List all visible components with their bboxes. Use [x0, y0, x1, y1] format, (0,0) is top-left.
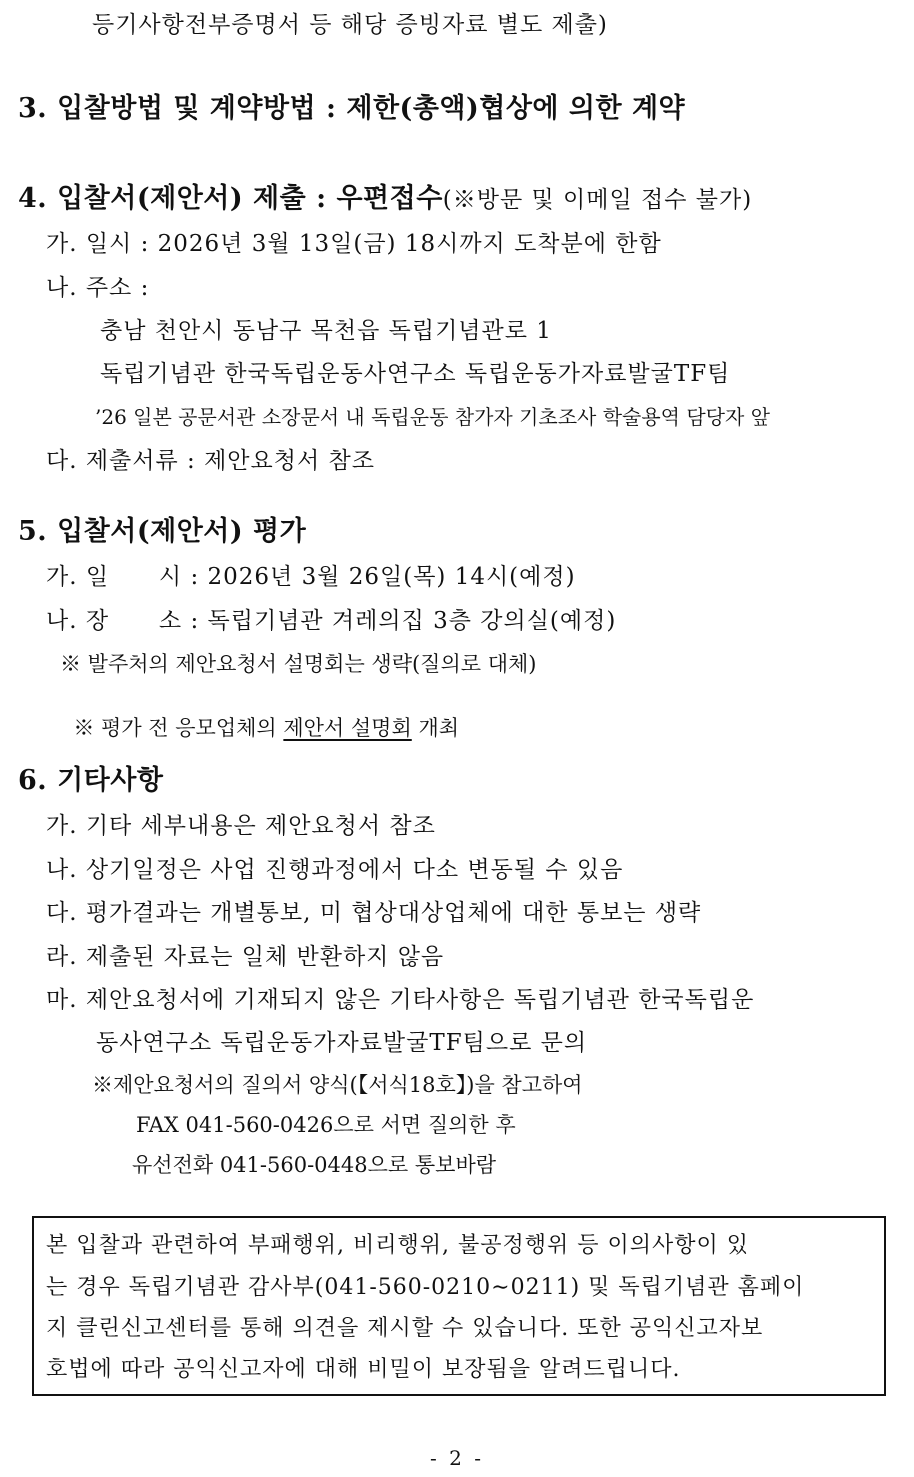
page-number: - 2 - [430, 1446, 484, 1470]
section-4-item-documents: 다. 제출서류 : 제안요청서 참조 [46, 448, 375, 474]
section-3-heading: 3. 입찰방법 및 계약방법 : 제한(총액)협상에 의한 계약 [18, 93, 686, 124]
notice-line-3: 지 클린신고센터를 통해 의견을 제시할 수 있습니다. 또한 공익신고자보 [46, 1316, 764, 1341]
section-4-heading-text: 4. 입찰서(제안서) 제출 : 우편접수 [18, 183, 443, 214]
address-line-3: ’26 일본 공문서관 소장문서 내 독립운동 참가자 기초조사 학술용역 담당자 앞 [95, 405, 770, 429]
section-5-item-place: 나. 장 소 : 독립기념관 겨레의집 3층 강의실(예정) [46, 608, 617, 634]
address-line-2: 독립기념관 한국독립운동사연구소 독립운동가자료발굴TF팀 [100, 361, 731, 387]
inquiry-note-line-3: 유선전화 041-560-0448으로 통보바람 [132, 1153, 497, 1177]
section-5-note-1: ※ 발주처의 제안요청서 설명회는 생략(질의로 대체) [60, 652, 537, 676]
section-5-heading: 5. 입찰서(제안서) 평가 [18, 516, 307, 547]
section-6-item-ga: 가. 기타 세부내용은 제안요청서 참조 [46, 813, 436, 839]
address-line-1: 충남 천안시 동남구 목천읍 독립기념관로 1 [100, 318, 552, 344]
inquiry-note-line-1: ※제안요청서의 질의서 양식(【서식18호】)을 참고하여 [92, 1073, 583, 1097]
inquiry-note-line-2: FAX 041-560-0426으로 서면 질의한 후 [136, 1113, 516, 1137]
note-2-prefix: ※ 평가 전 응모업체의 [73, 716, 284, 740]
section-4-item-address-label: 나. 주소 : [46, 275, 150, 301]
section-4-item-date: 가. 일시 : 2026년 3월 13일(금) 18시까지 도착분에 한함 [46, 231, 662, 257]
section-6-item-ra: 라. 제출된 자료는 일체 반환하지 않음 [46, 944, 445, 970]
section-4-heading [18, 185, 752, 212]
section-5-item-date: 가. 일 시 : 2026년 3월 26일(목) 14시(예정) [46, 564, 576, 590]
notice-line-4: 호법에 따라 공익신고자에 대해 비밀이 보장됨을 알려드립니다. [46, 1357, 681, 1382]
section-6-heading: 6. 기타사항 [18, 765, 164, 796]
section-4-heading-note: (※방문 및 이메일 접수 불가) [442, 187, 753, 213]
section-6-item-ma-line-1: 마. 제안요청서에 기재되지 않은 기타사항은 독립기념관 한국독립운 [46, 987, 755, 1013]
continuation-line: 등기사항전부증명서 등 해당 증빙자료 별도 제출) [92, 12, 608, 38]
section-5-note-2 [60, 697, 459, 739]
note-2-underlined: 제안서 설명회 [283, 716, 412, 740]
section-6-item-na: 나. 상기일정은 사업 진행과정에서 다소 변동될 수 있음 [46, 857, 624, 883]
notice-line-1: 본 입찰과 관련하여 부패행위, 비리행위, 불공정행위 등 이의사항이 있 [46, 1233, 749, 1258]
section-6-item-da: 다. 평가결과는 개별통보, 미 협상대상업체에 대한 통보는 생략 [46, 900, 702, 926]
notice-line-2: 는 경우 독립기념관 감사부(041-560-0210∼0211) 및 독립기념관 홈페이 [46, 1275, 805, 1300]
section-6-item-ma-line-2: 동사연구소 독립운동가자료발굴TF팀으로 문의 [96, 1030, 588, 1056]
note-2-suffix: 개최 [411, 716, 460, 740]
